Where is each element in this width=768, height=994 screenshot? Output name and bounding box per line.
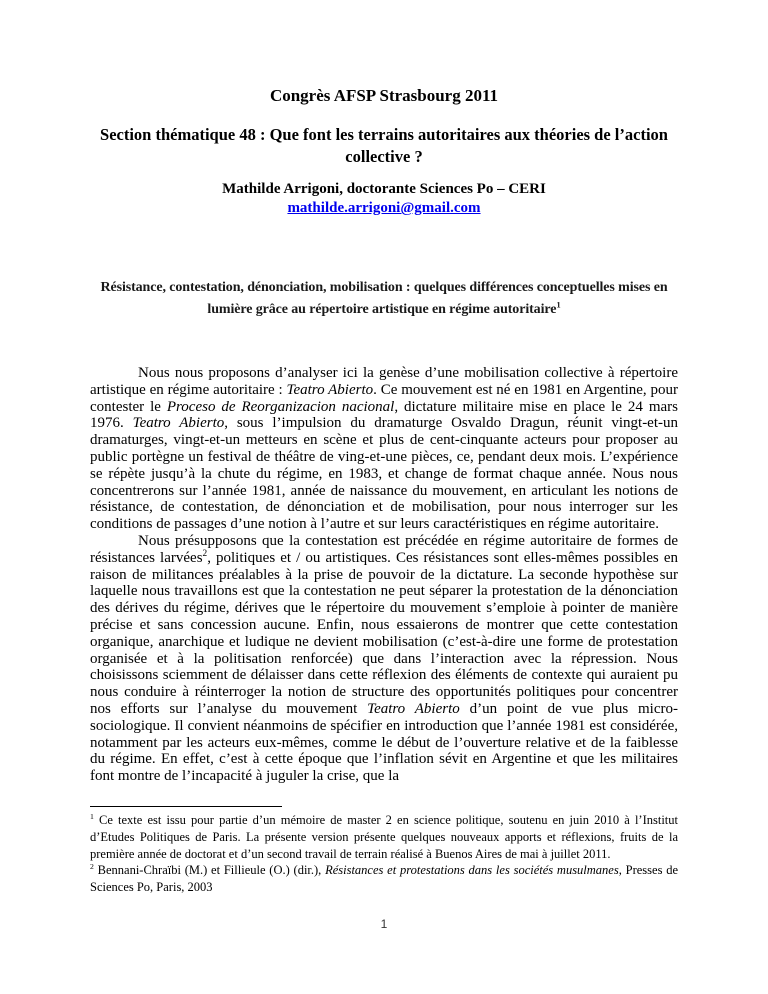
text-run: , sous l’impulsion du dramaturge Osvaldo Dragun, réunit vingt-et-un dramaturges, vingt-et-un metteurs en scène et plus de cent-cinquante acteurs pour proposer au public portègne un festival de théâtre de ving-et-une pièces, ce, pendant deux mois. L’expérience se répète jusqu’à la chute du régime, en 1983, et change de format chaque année. Nous nous concentrerons sur l’année 1981, année de naissance du mouvement, en articulant les notions de résistance, de contestation, de dénonciation et de mobilisation, pour nous interroger sur les conditions de passages d’une notion à l’autre et sur leurs caractéristiques en régime autoritaire. bbox=[90, 415, 679, 533]
footnote-1-marker: 1 bbox=[90, 811, 94, 821]
email-link[interactable]: mathilde.arrigoni@gmail.com bbox=[287, 200, 481, 216]
document-header bbox=[80, 86, 688, 217]
text-run: , dictature militaire mise en place le 24 mars 1976. bbox=[90, 398, 678, 432]
text-run: , politiques et / ou artistiques. Ces résistances sont elles-mêmes possibles en raison de militances préalables à la prise de pouvoir de la dictature. La seconde hypothèse sur laquelle nous travaillons est que la contestation ne peut séparer la protestation de la dénonciation des dérives du régime, dérives que le répertoire du mouvement s’emploie à pointer de manière précise et sans concession aucune. Enfin, nous essaierons de montrer que cette contestation organique, anarchique et ludique ne devient mobilisation (c’est-à-dire une forme de protestation organisée et à la politisation renforcée) que dans l’interaction avec la répression. Nous choisissons sciemment de délaisser dans cette réflexion des éléments de contexte qui auraient pu nous conduire à réinterroger la notion de structure des opportunités politiques pour concentrer nos efforts sur l’analyse du mouvement bbox=[90, 549, 678, 717]
email-line bbox=[80, 199, 688, 217]
superscript-ref: 2 bbox=[202, 548, 208, 559]
footnote-2-marker: 2 bbox=[90, 862, 94, 872]
footnote-1 bbox=[90, 812, 678, 862]
italic-text: Teatro Abierto bbox=[367, 700, 460, 717]
text-run: Résistance, contestation, dénonciation, mobilisation : quelques différences conceptuelles mises en lumière grâce au répertoire artistique en régime autoritaire bbox=[100, 280, 668, 317]
body-text bbox=[90, 365, 678, 785]
footnotes-section bbox=[90, 806, 678, 896]
text-run: Nous nous proposons d’analyser ici la genèse d’une mobilisation collective à répertoire artistique en régime autoritaire : bbox=[90, 365, 678, 398]
body-paragraph-2 bbox=[90, 533, 678, 785]
text-run: Bennani-Chraïbi (M.) et Fillieule (O.) (dir.), bbox=[93, 863, 326, 878]
text-run: d’un point de vue plus micro-sociologique. Il convient néanmoins de spécifier en introduction que l’année 1981 est considérée, notamment par les acteurs eux-mêmes, comme le début de l’ouverture relative et de la faiblesse du régime. En effet, c’est à cette époque que l’inflation sévit en Argentine et que les militaires font montre de l’incapacité à juguler la crise, que la bbox=[90, 700, 678, 785]
italic-text: Teatro Abierto bbox=[286, 381, 374, 398]
superscript-ref: 1 bbox=[556, 299, 561, 310]
footnote-separator bbox=[90, 806, 282, 807]
text-run: Nous présupposons que la contestation est précédée en régime autoritaire de formes de résistances larvées bbox=[90, 532, 678, 566]
author-line: Mathilde Arrigoni, doctorante Sciences Po – CERI bbox=[222, 181, 546, 197]
footnote-2-text bbox=[90, 863, 678, 894]
italic-text: Résistances et protestations dans les sociétés musulmanes bbox=[325, 863, 619, 878]
footnote-1-text bbox=[90, 813, 678, 861]
text-run: Ce texte est issu pour partie d’un mémoire de master 2 en science politique, soutenu en juin 2010 à l’Institut d’Etudes Politiques de Paris. La présente version présente quelques nouveaux apports et réflexions, fruits de la première année de doctorat et d’un second travail de terrain réalisé à Buenos Aires de mai à juillet 2011. bbox=[90, 813, 678, 861]
footnote-2 bbox=[90, 862, 678, 896]
paper-subtitle bbox=[80, 277, 688, 321]
page-number: 1 bbox=[380, 917, 388, 931]
body-paragraph-1 bbox=[90, 365, 678, 533]
text-run: , Presses de Sciences Po, Paris, 2003 bbox=[90, 863, 678, 895]
italic-text: Proceso de Reorganizacion nacional bbox=[166, 398, 395, 415]
section-title: Section thématique 48 : Que font les terrains autoritaires aux théories de l’action collective ? bbox=[100, 125, 668, 166]
congress-title: Congrès AFSP Strasbourg 2011 bbox=[269, 86, 499, 105]
text-run: . Ce mouvement est né en 1981 en Argentine, pour contester le bbox=[90, 381, 679, 415]
italic-text: Teatro Abierto bbox=[132, 415, 225, 432]
